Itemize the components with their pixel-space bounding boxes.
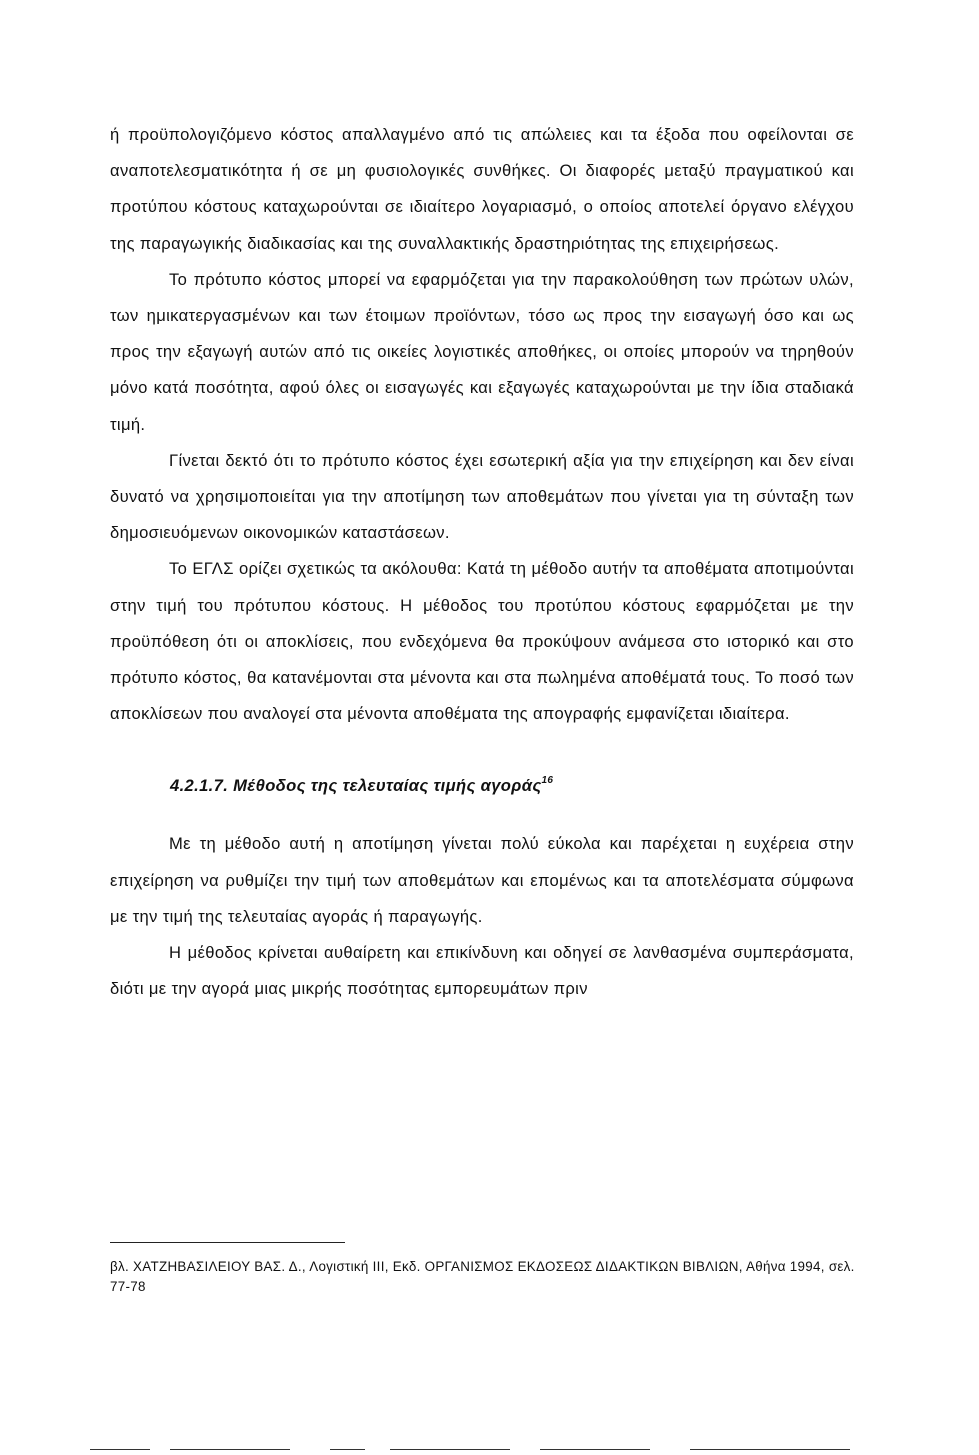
section-number: 4.2.1.7. bbox=[170, 776, 229, 796]
section-title: Μέθοδος της τελευταίας τιμής αγοράς bbox=[233, 776, 542, 796]
paragraph-6: Η μέθοδος κρίνεται αυθαίρετη και επικίνδυνη και οδηγεί σε λανθασμένα συμπεράσματα, διότι με την αγορά μιας μικρής ποσότητας εμπορευμάτων πριν bbox=[110, 943, 854, 999]
page-bottom-edge-line bbox=[330, 1449, 365, 1450]
footnote bbox=[110, 1257, 855, 1297]
paragraph-1: ή προϋπολογιζόμενο κόστος απαλλαγμένο από τις απώλειες και τα έξοδα που οφείλονται σε αναποτελεσματικότητα ή σε μη φυσιολογικές συνθήκες. Οι διαφορές μεταξύ πραγματικού και προτύπου κόστους καταχωρούνται σε ιδιαίτερο λογαριασμό, ο οποίος αποτελεί όργανο ελέγχου της παραγωγικής διαδικασίας και της συναλλακτικής δραστηριότητας της επιχειρήσεως. bbox=[110, 125, 854, 253]
page-bottom-edge-line bbox=[540, 1449, 650, 1450]
paragraph-5: Με τη μέθοδο αυτή η αποτίμηση γίνεται πολύ εύκολα και παρέχεται η ευχέρεια στην επιχείρηση να ρυθμίζει την τιμή των αποθεμάτων και επομένως και τα αποτελέσματα σύμφωνα με την τιμή της τελευταίας αγοράς ή παραγωγής. bbox=[110, 834, 854, 926]
footnote-reference: 16 bbox=[541, 775, 554, 787]
section-heading bbox=[110, 764, 854, 798]
page-bottom-edge-line bbox=[690, 1449, 850, 1450]
page-bottom-edge-line bbox=[90, 1449, 150, 1450]
paragraph-2: Το πρότυπο κόστος μπορεί να εφαρμόζεται για την παρακολούθηση των πρώτων υλών, των ημικατεργασμένων και των έτοιμων προϊόντων, τόσο ως προς την εισαγωγή όσο και ως προς την εξαγωγή αυτών από τις οικείες λογιστικές αποθήκες, οι οποίες μπορούν να τηρηθούν μόνο κατά ποσότητα, αφού όλες οι εισαγωγές και εξαγωγές καταχωρούνται με την ίδια σταδιακά τιμή. bbox=[110, 269, 854, 434]
paragraph-4: Το ΕΓΛΣ ορίζει σχετικώς τα ακόλουθα: Κατά τη μέθοδο αυτήν τα αποθέματα αποτιμούνται στην τιμή του πρότυπου κόστους. Η μέθοδος του προτύπου κόστους εφαρμόζεται με την προϋπόθεση ότι οι αποκλίσεις, που ενδεχόμενα θα προκύψουν ανάμεσα στο ιστορικό και στο πρότυπο κόστος, θα κατανέμονται στα μένοντα και στα πωλημένα αποθέματά τους. Το ποσό των αποκλίσεων που αναλογεί στα μένοντα αποθέματα της απογραφής εμφανίζεται ιδιαίτερα. bbox=[110, 559, 854, 724]
page-bottom-edge-line bbox=[390, 1449, 510, 1450]
footnote-separator bbox=[110, 1242, 345, 1243]
paragraph-3: Γίνεται δεκτό ότι το πρότυπο κόστος έχει εσωτερική αξία για την επιχείρηση και δεν είναι δυνατό να χρησιμοποιείται για την αποτίμηση των αποθεμάτων που γίνεται για τη σύνταξη των δημοσιευόμενων οικονομικών καταστάσεων. bbox=[110, 450, 854, 543]
page-bottom-edge-line bbox=[170, 1449, 290, 1450]
page-body bbox=[110, 117, 854, 1007]
footnote-text: βλ. ΧΑΤΖΗΒΑΣΙΛΕΙΟΥ ΒΑΣ. Δ., Λογιστική ΙΙΙ, Εκδ. ΟΡΓΑΝΙΣΜΟΣ ΕΚΔΟΣΕΩΣ ΔΙΔΑΚΤΙΚΩΝ ΒΙΒΛΙΩΝ, Αθήνα 1994, σελ. 77-78 bbox=[110, 1259, 855, 1294]
